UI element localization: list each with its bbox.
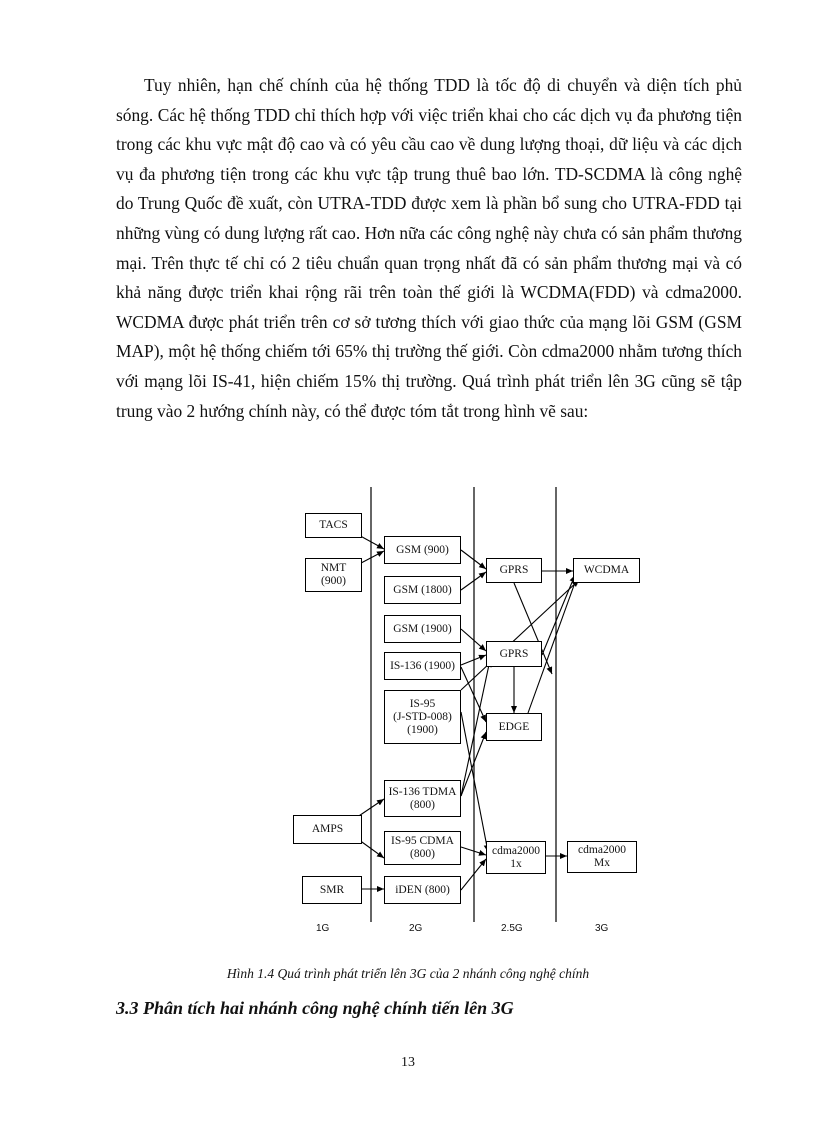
box-gprs-lower: GPRS [486, 641, 542, 667]
box-is136tdma: IS-136 TDMA (800) [384, 780, 461, 817]
gen-label-2g: 2G [409, 923, 423, 934]
box-wcdma: WCDMA [573, 558, 640, 583]
box-tacs: TACS [305, 513, 362, 538]
figure-caption: Hình 1.4 Quá trình phát triển lên 3G của 2 nhánh công nghệ chính [226, 966, 590, 981]
box-gsm1800: GSM (1800) [384, 576, 461, 604]
box-iden: iDEN (800) [384, 876, 461, 904]
box-cdma2000-mx: cdma2000 Mx [567, 841, 637, 873]
gen-label-3g: 3G [595, 923, 609, 934]
box-is136-1900: IS-136 (1900) [384, 652, 461, 680]
box-gsm900: GSM (900) [384, 536, 461, 564]
box-is95: IS-95 (J-STD-008) (1900) [384, 690, 461, 744]
box-gprs-upper: GPRS [486, 558, 542, 583]
box-nmt: NMT (900) [305, 558, 362, 592]
box-cdma2000-1x: cdma2000 1x [486, 841, 546, 874]
box-gsm1900: GSM (1900) [384, 615, 461, 643]
box-amps: AMPS [293, 815, 362, 844]
box-is95cdma: IS-95 CDMA (800) [384, 831, 461, 865]
gen-label-1g: 1G [316, 923, 330, 934]
box-smr: SMR [302, 876, 362, 904]
arrow-gprs2-wcdma [542, 575, 575, 655]
gen-label-25g: 2.5G [501, 923, 523, 934]
page-number: 13 [401, 1055, 415, 1070]
box-edge: EDGE [486, 713, 542, 741]
body-paragraph-text: Tuy nhiên, hạn chế chính của hệ thống TDD là tốc độ di chuyển và diện tích phủ sóng. Các hệ thống TDD chỉ thích hợp với việc triển khai cho các dịch vụ đa phương tiện trong các khu vực mật độ cao và có yêu cầu cao về dung lượng thoại, dữ liệu và các dịch vụ đa phương tiện trong các khu vực tập trung thuê bao lớn. TD-SCDMA là công nghệ do Trung Quốc đề xuất, còn UTRA-TDD được xem là phần bổ sung cho UTRA-FDD tại những vùng có dung lượng rất cao. Hơn nữa các công nghệ này chưa có sản phẩm thương mại. Trên thực tế chỉ có 2 tiêu chuẩn quan trọng nhất đã có sản phẩm thương mại và có khả năng được triển khai rộng rãi trên toàn thế giới là WCDMA(FDD) và cdma2000. WCDMA được phát triển trên cơ sở tương thích với giao thức của mạng lõi GSM (GSM MAP), một hệ thống chiếm tới 65% thị trường thế giới. Còn cdma2000 nhằm tương thích với mạng lõi IS-41, hiện chiếm 15% thị trường. Quá trình phát triển lên 3G cũng sẽ tập trung vào 2 hướng chính này, có thể được tóm tắt trong hình vẽ sau: [116, 75, 742, 421]
section-heading: 3.3 Phân tích hai nhánh công nghệ chính tiến lên 3G [116, 998, 514, 1018]
